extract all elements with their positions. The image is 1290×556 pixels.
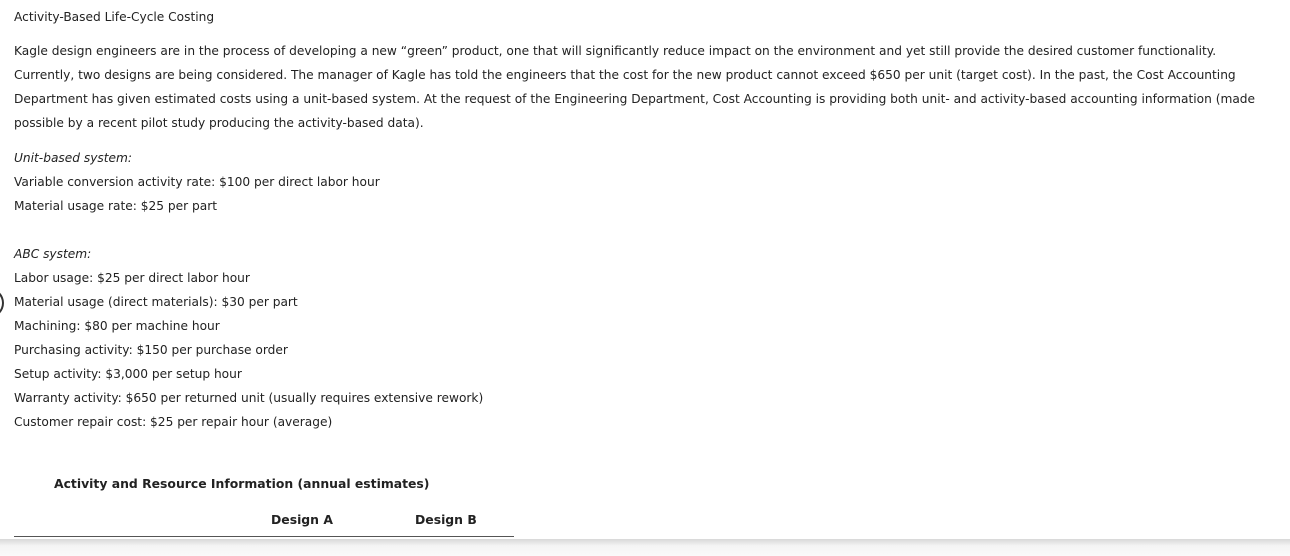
abc-system-heading: ABC system: [14,247,92,261]
abc-rate-item: Labor usage: $25 per direct labor hour [14,271,250,285]
column-header-design-a: Design A [271,512,333,527]
intro-paragraph: Kagle design engineers are in the process of developing a new “green” product, one that will significantly reduce impact on the environment and yet still provide the desired customer functionality. Currently, two designs are being considered. The manager of Kagle has told the engineers that the cost for the new product cannot exceed $650 per unit (target cost). In the past, the Cost Accounting Department has given estimated costs using a unit-based system. At the request of the Engineering Department, Cost Accounting is providing both unit- and activity-based accounting information (made possible by a recent pilot study producing the activity-based data). [14,44,1256,130]
abc-rate-item: Machining: $80 per machine hour [14,319,220,333]
scroll-fade [0,539,1290,556]
table-title: Activity and Resource Information (annual estimates) [54,476,430,491]
abc-rate-item: Purchasing activity: $150 per purchase order [14,343,288,357]
unit-rate-item: Material usage rate: $25 per part [14,199,218,213]
abc-rate-item: Material usage (direct materials): $30 per part [14,295,298,309]
abc-rate-item: Setup activity: $3,000 per setup hour [14,367,242,381]
column-header-design-b: Design B [415,512,477,527]
side-marker [0,288,4,318]
page-title: Activity-Based Life-Cycle Costing [14,10,215,24]
unit-system-heading: Unit-based system: [14,151,133,165]
unit-rate-item: Variable conversion activity rate: $100 per direct labor hour [14,175,380,189]
abc-rate-item: Warranty activity: $650 per returned unit (usually requires extensive rework) [14,391,484,405]
table-header-rule [14,536,514,537]
abc-rate-item: Customer repair cost: $25 per repair hour (average) [14,415,333,429]
